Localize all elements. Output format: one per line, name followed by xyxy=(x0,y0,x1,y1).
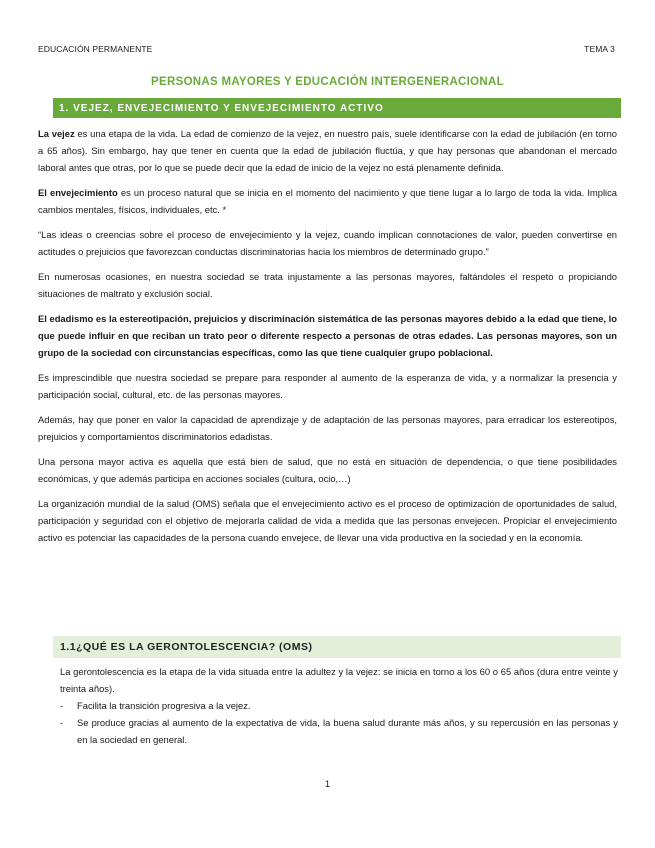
section-heading xyxy=(53,98,621,118)
paragraph-envejecimiento xyxy=(38,184,617,218)
header-left: EDUCACIÓN PERMANENTE xyxy=(38,44,153,54)
list-item xyxy=(60,714,618,748)
bullet-list xyxy=(60,697,618,748)
paragraph-oms: La organización mundial de la salud (OMS) señala que el envejecimiento activo es el proceso de optimización de oportunidades de salud, participación y seguridad con el objetivo de mejorarla calidad de vida a medida que las personas envejecen. Propiciar el envejecimiento activo es potenciar las capacidades de la persona cuando envejece, de llevar una vida productiva en la sociedad y en la economía. xyxy=(38,498,617,543)
section-heading-label: 1. VEJEZ, ENVEJECIMIENTO Y ENVEJECIMIENTO ACTIVO xyxy=(59,102,384,114)
subsection-body xyxy=(60,663,618,748)
subsection-heading-label: 1.1¿QUÉ ES LA GERONTOLESCENCIA? (OMS) xyxy=(60,641,313,653)
paragraph-esperanza: Es imprescindible que nuestra sociedad se prepare para responder al aumento de la esperanza de vida, y a normalizar la presencia y participación social, cultural, etc. de las personas mayores. xyxy=(38,372,617,400)
paragraph-edadismo: El edadismo es la estereotipación, prejuicios y discriminación sistemática de las personas mayores debido a la edad que tiene, lo que puede influir en que reciban un trato peor o diferente respecto a personas de otras edades. Las personas mayores, son un grupo de la sociedad con circunstancias específicas, como las que tiene cualquier grupo poblacional. xyxy=(38,313,617,358)
term-envejecimiento: El envejecimiento xyxy=(38,187,118,198)
section-body xyxy=(38,125,617,554)
list-item-text: Facilita la transición progresiva a la vejez. xyxy=(77,700,251,711)
paragraph-envejecimiento-text: es un proceso natural que se inicia en el momento del nacimiento y que tiene lugar a lo largo de toda la vida. Implica cambios mentales, físicos, individuales, etc. * xyxy=(38,187,618,215)
page-header xyxy=(38,44,615,54)
bullet-dash: - xyxy=(60,700,64,711)
bullet-dash: - xyxy=(60,717,64,728)
document-title: PERSONAS MAYORES Y EDUCACIÓN INTERGENERACIONAL xyxy=(151,76,504,88)
paragraph-quote: “Las ideas o creencias sobre el proceso de envejecimiento y la vejez, cuando implican connotaciones de valor, pueden convertirse en actitudes o prejuicios que favorezcan conductas discriminatorias hacia los miembros de determinado grupo.” xyxy=(38,229,617,257)
subsection-heading xyxy=(53,636,621,658)
list-item-text: Se produce gracias al aumento de la expectativa de vida, la buena salud durante más años, y su repercusión en las personas y en la sociedad en general. xyxy=(77,717,618,745)
page-number: 1 xyxy=(324,779,331,790)
paragraph-trato: En numerosas ocasiones, en nuestra sociedad se trata injustamente a las personas mayores, faltándoles el respeto o propiciando situaciones de maltrato y exclusión social. xyxy=(38,271,617,299)
subsection-intro: La gerontolescencia es la etapa de la vida situada entre la adultez y la vejez: se inicia en torno a los 60 o 65 años (dura entre veinte y treinta años). xyxy=(60,666,618,694)
header-right: TEMA 3 xyxy=(584,44,615,54)
list-item xyxy=(60,697,618,714)
paragraph-aprendizaje: Además, hay que poner en valor la capacidad de aprendizaje y de adaptación de las personas mayores, para erradicar los estereotipos, prejuicios y comportamientos discriminatorios edadistas. xyxy=(38,414,617,442)
term-vejez: La vejez xyxy=(38,128,75,139)
paragraph-vejez xyxy=(38,125,617,176)
paragraph-vejez-text: es una etapa de la vida. La edad de comienzo de la vejez, en nuestro país, suele identificarse con la edad de jubilación (en torno a 65 años). Sin embargo, hay que tener en cuenta que la edad de jubilación fluctúa, y que hay personas que abandonan el mercado laboral antes que otras, por lo que se puede decir que la edad de inicio de la vejez no está plenamente definida. xyxy=(38,128,618,173)
paragraph-persona-activa: Una persona mayor activa es aquella que está bien de salud, que no está en situación de dependencia, o que tiene posibilidades económicas, y que además participa en acciones sociales (cultura, ocio,…) xyxy=(38,456,617,484)
